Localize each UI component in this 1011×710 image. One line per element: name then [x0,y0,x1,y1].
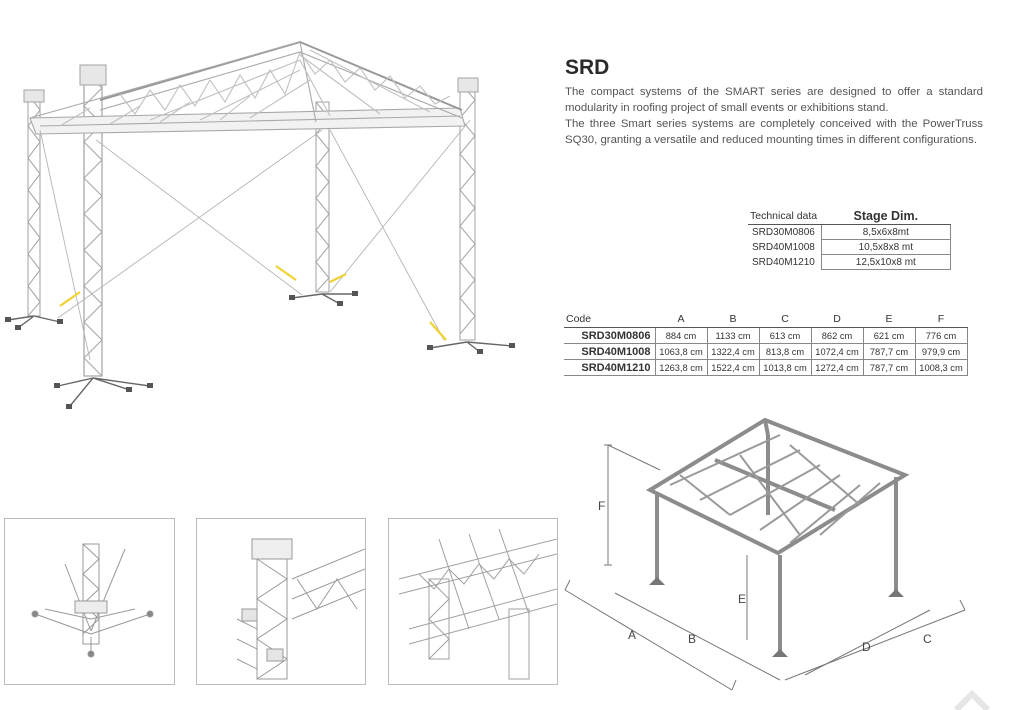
corner-chevron-icon [952,688,992,710]
stage-dim-cell: 12,5x10x8 mt [821,255,950,270]
table-row [748,225,950,240]
header-code: Code [564,311,655,328]
dimension-label-f: F [598,499,606,513]
dimension-label-d: D [862,640,871,654]
value-d: 1072,4 cm [811,344,863,360]
value-c: 813,8 cm [759,344,811,360]
table-row [564,328,967,344]
stage-code-cell: SRD40M1008 [748,240,821,255]
value-f: 776 cm [915,328,967,344]
value-e: 787,7 cm [863,360,915,376]
value-b: 1322,4 cm [707,344,759,360]
stage-dim-cell: 8,5x6x8mt [821,225,950,240]
value-e: 621 cm [863,328,915,344]
stage-code-cell: SRD40M1210 [748,255,821,270]
dimension-diagram [560,415,990,695]
technical-data-header: Technical data [748,208,821,225]
dimension-code-table [564,311,968,376]
table-row [564,360,967,376]
code-table-header [564,311,967,328]
stage-dim-header: Stage Dim. [821,208,950,225]
stage-table-header [748,208,950,225]
stage-dimension-table [748,208,951,270]
value-f: 1008,3 cm [915,360,967,376]
header-d: D [811,311,863,328]
dimension-label-b: B [688,632,697,646]
code-cell: SRD40M1008 [564,344,655,360]
dimension-label-a: A [628,628,637,642]
header-b: B [707,311,759,328]
header-c: C [759,311,811,328]
header-a: A [655,311,707,328]
table-row [748,255,950,270]
dimension-label-c: C [923,632,932,646]
dimension-label-e: E [738,592,747,606]
value-d: 862 cm [811,328,863,344]
value-b: 1522,4 cm [707,360,759,376]
value-d: 1272,4 cm [811,360,863,376]
value-a: 1263,8 cm [655,360,707,376]
code-cell: SRD40M1210 [564,360,655,376]
product-title: SRD [565,56,610,79]
value-f: 979,9 cm [915,344,967,360]
product-description [565,84,983,148]
header-f: F [915,311,967,328]
value-e: 787,7 cm [863,344,915,360]
table-row [748,240,950,255]
stage-dim-cell: 10,5x8x8 mt [821,240,950,255]
value-a: 884 cm [655,328,707,344]
value-a: 1063,8 cm [655,344,707,360]
tower-back-right [316,102,329,292]
value-c: 613 cm [759,328,811,344]
value-b: 1133 cm [707,328,759,344]
value-c: 1013,8 cm [759,360,811,376]
detail-thumbnail-roof-corner [388,518,558,685]
table-row [564,344,967,360]
description-paragraph-1: The compact systems of the SMART series are designed to offer a standard modularity in roofing project of small events or exhibitions stand. [565,86,983,114]
code-cell: SRD30M0806 [564,328,655,344]
detail-thumbnail-joint [196,518,366,685]
truss-structure-render [0,30,540,410]
stage-code-cell: SRD30M0806 [748,225,821,240]
description-paragraph-2: The three Smart series systems are completely conceived with the PowerTruss SQ30, granting a versatile and reduced mounting times in different configurations. [565,118,983,146]
detail-thumbnail-base [4,518,175,685]
header-e: E [863,311,915,328]
